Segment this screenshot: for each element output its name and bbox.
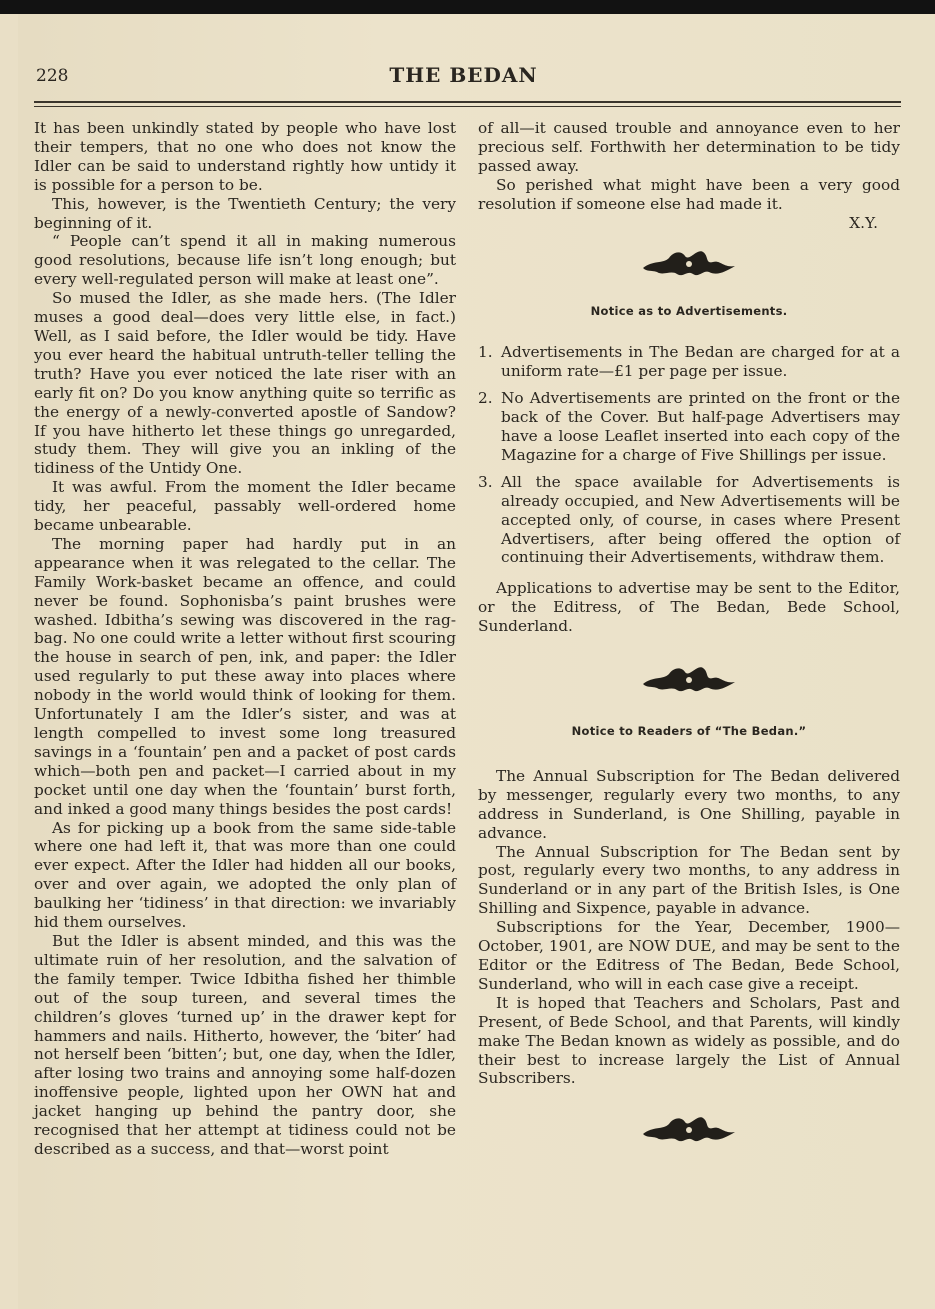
fleuron-icon [639, 242, 739, 282]
paragraph: It is hoped that Teachers and Scholars, Past and Present, of Bede School, and that Parents, will kindly make The Bedan known as widely as possible, and do their best to increase largely the List of Annual Subscribers. [478, 993, 900, 1088]
fleuron-icon [639, 1108, 739, 1148]
paragraph: The morning paper had hardly put in an appearance when it was relegated to the cellar. The Family Work-basket became an offence, and could never be found. Sophonisba’s paint brushes were washed. Idbitha’s sewing was discovered in the rag-bag. No one could write a letter without first scouring the house in search of pen, ink, and paper: the Idler used regularly to put these away into places where nobody in the world would think of looking for them. Unfortunately I am the Idler’s sister, and was at length compelled to invest some long treasured savings in a ‘fountain’ pen and a packet of post cards which—both pen and packet—I carried about in my pocket until one day when the ‘fountain’ burst forth, and inked a good many things besides the post cards! [34, 534, 456, 818]
paragraph: But the Idler is absent minded, and this was the ultimate ruin of her resolution, and the salvation of the family temper. Twice Idbitha fished her thimble out of the soup tureen, and several times the children’s gloves ‘turned up’ in the drawer kept for hammers and nails. Hitherto, however, the ‘biter’ had not herself been ‘bitten’; but, one day, when the Idler, after losing two trains and annoying some half-dozen inoffensive people, lighted upon her OWN hat and jacket hanging up behind the pantry door, she recognised that her attempt at tidiness could not be described as a success, and that—worst point [34, 931, 456, 1158]
list-number: 1. [478, 343, 493, 362]
advertisement-list [478, 343, 900, 567]
list-item [478, 343, 900, 381]
left-column [34, 119, 456, 1159]
paragraph: So perished what might have been a very good resolution if someone else had made it. [478, 175, 900, 213]
right-column [478, 119, 900, 1148]
list-text: No Advertisements are printed on the front or the back of the Cover. But half-page Advertisers may have a loose Leaflet inserted into each copy of the Magazine for a charge of Five Shillings per issue. [501, 389, 900, 464]
paragraph: It has been unkindly stated by people who have lost their tempers, that no one who does not know the Idler can be said to understand rightly how untidy it is possible for a person to be. [34, 119, 456, 194]
paragraph: The Annual Subscription for The Bedan delivered by messenger, regularly every two months, to any address in Sunderland, is One Shilling, payable in advance. [478, 766, 900, 842]
fleuron-icon [639, 658, 739, 698]
paragraph: of all—it caused trouble and annoyance even to her precious self. Forthwith her determination to be tidy passed away. [478, 119, 900, 175]
paragraph: It was awful. From the moment the Idler became tidy, her peaceful, passably well-ordered home became unbearable. [34, 478, 456, 535]
paragraph: This, however, is the Twentieth Century; the very beginning of it. [34, 194, 456, 232]
paragraph: The Annual Subscription for The Bedan sent by post, regularly every two months, to any address in Sunderland or in any part of the British Isles, is One Shilling and Sixpence, payable in advance. [478, 842, 900, 918]
list-number: 3. [478, 472, 493, 491]
paragraph: So mused the Idler, as she made hers. (The Idler muses a good deal—does very little else, in fact.) Well, as I said before, the Idler would be tidy. Have you ever heard the habitual untruth-teller telling the truth? Have you ever noticed the late riser with an early fit on? Do you know anything quite so terrific as the energy of a newly-converted apostle of Sandow? If you have hitherto let these things go unregarded, study them. They will give you an inkling of the tidiness of the Untidy One. [34, 289, 456, 478]
paragraph: “ People can’t spend it all in making numerous good resolutions, because life isn’t long enough; but every well-regulated person will make at least one”. [34, 232, 456, 289]
paragraph: Subscriptions for the Year, December, 1900—October, 1901, are NOW DUE, and may be sent to the Editor or the Editress of The Bedan, Bede School, Sunderland, who will in each case give a receipt. [478, 918, 900, 993]
advertisements-heading: Notice as to Advertisements. [590, 304, 788, 319]
signature: X.Y. [849, 213, 878, 232]
list-item [478, 473, 900, 568]
list-text: All the space available for Advertisements is already occupied, and New Advertisements will be accepted only, of course, in cases where Present Advertisers, after being offered the option of continuing their Advertisements, withdraw them. [501, 472, 900, 567]
running-title: THE BEDAN [389, 63, 538, 87]
page-number: 228 [36, 66, 69, 86]
list-text: Advertisements in The Bedan are charged for at a uniform rate—£1 per page per issue. [501, 343, 900, 381]
list-item [478, 389, 900, 465]
top-border [0, 0, 935, 14]
list-number: 2. [478, 389, 493, 408]
paragraph: Applications to advertise may be sent to the Editor, or the Editress, of The Bedan, Bede School, Sunderland. [478, 579, 900, 636]
readers-heading: Notice to Readers of “The Bedan.” [571, 724, 807, 739]
page-header [26, 58, 901, 88]
header-rule-thin [34, 106, 901, 107]
paragraph: As for picking up a book from the same side-table where one had left it, that was more than one could ever expect. After the Idler had hidden all our books, over and over again, we adopted the only plan of baulking her ‘tidiness’ in that direction: we invariably hid them ourselves. [34, 818, 456, 932]
header-rule-thick [34, 101, 901, 103]
